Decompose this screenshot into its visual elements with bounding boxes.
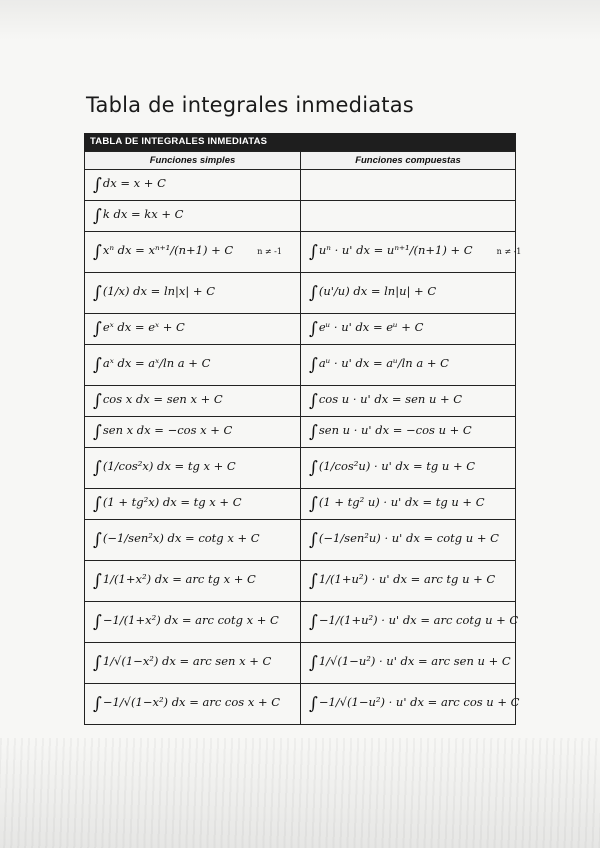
formula: eˣ dx = eˣ + C bbox=[102, 320, 185, 334]
formula: −1/(1+x²) dx = arc cotg x + C bbox=[102, 613, 279, 627]
integral-sign-icon: ∫ bbox=[309, 319, 318, 339]
table-row bbox=[85, 273, 516, 314]
table-row bbox=[85, 448, 516, 489]
simple-function-cell bbox=[85, 273, 301, 314]
integral-sign-icon: ∫ bbox=[93, 242, 102, 262]
simple-function-cell bbox=[85, 314, 301, 345]
formula: (1 + tg² u) · u' dx = tg u + C bbox=[318, 495, 485, 509]
integral-sign-icon: ∫ bbox=[93, 653, 102, 673]
integral-sign-icon: ∫ bbox=[93, 694, 102, 714]
table-row bbox=[85, 314, 516, 345]
formula: cos u · u' dx = sen u + C bbox=[318, 392, 463, 406]
formula: eᵘ · u' dx = eᵘ + C bbox=[318, 320, 424, 334]
formula: −1/(1+u²) · u' dx = arc cotg u + C bbox=[318, 613, 519, 627]
table-row bbox=[85, 643, 516, 684]
formula: (−1/sen²u) · u' dx = cotg u + C bbox=[318, 531, 499, 545]
compound-function-cell bbox=[301, 602, 519, 643]
formula: 1/√(1−x²) dx = arc sen x + C bbox=[102, 654, 272, 668]
integral-sign-icon: ∫ bbox=[93, 283, 102, 303]
simple-function-cell bbox=[85, 489, 301, 520]
simple-function-cell bbox=[85, 684, 301, 725]
integral-sign-icon: ∫ bbox=[93, 206, 102, 226]
table-row bbox=[85, 602, 516, 643]
integral-sign-icon: ∫ bbox=[309, 530, 318, 550]
column-header-row bbox=[85, 152, 516, 170]
formula: aᵘ · u' dx = aᵘ/ln a + C bbox=[318, 356, 449, 370]
compound-function-cell bbox=[301, 561, 516, 602]
formula: −1/√(1−x²) dx = arc cos x + C bbox=[102, 695, 281, 709]
simple-function-cell bbox=[85, 201, 301, 232]
integral-sign-icon: ∫ bbox=[93, 458, 102, 478]
simple-function-cell bbox=[85, 386, 301, 417]
integral-sign-icon: ∫ bbox=[309, 355, 318, 375]
compound-function-cell bbox=[301, 345, 516, 386]
integral-sign-icon: ∫ bbox=[93, 175, 102, 195]
integral-sign-icon: ∫ bbox=[93, 355, 102, 375]
simple-function-cell bbox=[85, 520, 301, 561]
table-row bbox=[85, 561, 516, 602]
integral-sign-icon: ∫ bbox=[93, 422, 102, 442]
column-header-compound: Funciones compuestas bbox=[301, 152, 516, 170]
scan-noise-bottom bbox=[0, 738, 600, 848]
formula: sen u · u' dx = −cos u + C bbox=[318, 423, 472, 437]
table-body bbox=[85, 170, 522, 725]
integral-sign-icon: ∫ bbox=[93, 612, 102, 632]
compound-function-cell bbox=[301, 448, 516, 489]
table-row bbox=[85, 345, 516, 386]
table-row bbox=[85, 489, 516, 520]
column-header-simple: Funciones simples bbox=[85, 152, 301, 170]
formula: (u'/u) dx = ln|u| + C bbox=[318, 284, 437, 298]
formula: (1/x) dx = ln|x| + C bbox=[102, 284, 216, 298]
table-row bbox=[85, 417, 516, 448]
compound-function-cell bbox=[301, 314, 516, 345]
formula: (1/cos²u) · u' dx = tg u + C bbox=[318, 459, 476, 473]
table-header-banner: TABLA DE INTEGRALES INMEDIATAS bbox=[84, 133, 516, 151]
integral-sign-icon: ∫ bbox=[309, 612, 318, 632]
integral-sign-icon: ∫ bbox=[309, 694, 318, 714]
integral-sign-icon: ∫ bbox=[93, 530, 102, 550]
integral-sign-icon: ∫ bbox=[93, 391, 102, 411]
formula: dx = x + C bbox=[102, 176, 166, 190]
integral-sign-icon: ∫ bbox=[93, 571, 102, 591]
table-row bbox=[85, 520, 516, 561]
integral-sign-icon: ∫ bbox=[309, 571, 318, 591]
formula: 1/√(1−u²) · u' dx = arc sen u + C bbox=[318, 654, 511, 668]
compound-function-cell bbox=[301, 489, 516, 520]
scan-noise-top bbox=[0, 0, 600, 40]
integral-sign-icon: ∫ bbox=[93, 319, 102, 339]
table-row bbox=[85, 386, 516, 417]
table-row bbox=[85, 232, 516, 273]
integral-sign-icon: ∫ bbox=[309, 494, 318, 514]
integral-sign-icon: ∫ bbox=[309, 653, 318, 673]
formula: 1/(1+u²) · u' dx = arc tg u + C bbox=[318, 572, 496, 586]
table-row bbox=[85, 170, 516, 201]
integral-sign-icon: ∫ bbox=[309, 283, 318, 303]
simple-function-cell bbox=[85, 602, 301, 643]
simple-function-cell bbox=[85, 561, 301, 602]
integrals-grid bbox=[84, 151, 522, 725]
simple-function-cell bbox=[85, 643, 301, 684]
formula: (1/cos²x) dx = tg x + C bbox=[102, 459, 236, 473]
compound-function-cell bbox=[301, 520, 516, 561]
compound-function-cell bbox=[301, 273, 516, 314]
simple-function-cell bbox=[85, 345, 301, 386]
formula: k dx = kx + C bbox=[102, 207, 184, 221]
compound-function-cell bbox=[301, 643, 516, 684]
table-row bbox=[85, 201, 516, 232]
condition-note: n ≠ -1 bbox=[257, 247, 282, 256]
simple-function-cell bbox=[85, 170, 301, 201]
formula: (1 + tg²x) dx = tg x + C bbox=[102, 495, 242, 509]
compound-function-cell bbox=[301, 170, 516, 201]
compound-function-cell bbox=[301, 417, 516, 448]
condition-note: n ≠ -1 bbox=[496, 247, 522, 256]
formula: uⁿ · u' dx = uⁿ⁺¹/(n+1) + C bbox=[318, 243, 473, 257]
integrals-table bbox=[84, 133, 522, 725]
simple-function-cell bbox=[85, 417, 301, 448]
formula: cos x dx = sen x + C bbox=[102, 392, 223, 406]
integral-sign-icon: ∫ bbox=[309, 422, 318, 442]
compound-function-cell bbox=[301, 684, 520, 725]
integral-sign-icon: ∫ bbox=[309, 242, 318, 262]
formula: sen x dx = −cos x + C bbox=[102, 423, 233, 437]
compound-function-cell bbox=[301, 386, 516, 417]
formula: −1/√(1−u²) · u' dx = arc cos u + C bbox=[318, 695, 520, 709]
table-row bbox=[85, 684, 516, 725]
integral-sign-icon: ∫ bbox=[309, 458, 318, 478]
integral-sign-icon: ∫ bbox=[93, 494, 102, 514]
simple-function-cell bbox=[85, 448, 301, 489]
formula: 1/(1+x²) dx = arc tg x + C bbox=[102, 572, 256, 586]
compound-function-cell bbox=[301, 232, 522, 273]
compound-function-cell bbox=[301, 201, 516, 232]
formula: xⁿ dx = xⁿ⁺¹/(n+1) + C bbox=[102, 243, 234, 257]
formula: aˣ dx = aˣ/ln a + C bbox=[102, 356, 211, 370]
page-title: Tabla de integrales inmediatas bbox=[86, 93, 414, 117]
integral-sign-icon: ∫ bbox=[309, 391, 318, 411]
formula: (−1/sen²x) dx = cotg x + C bbox=[102, 531, 260, 545]
simple-function-cell bbox=[85, 232, 301, 273]
